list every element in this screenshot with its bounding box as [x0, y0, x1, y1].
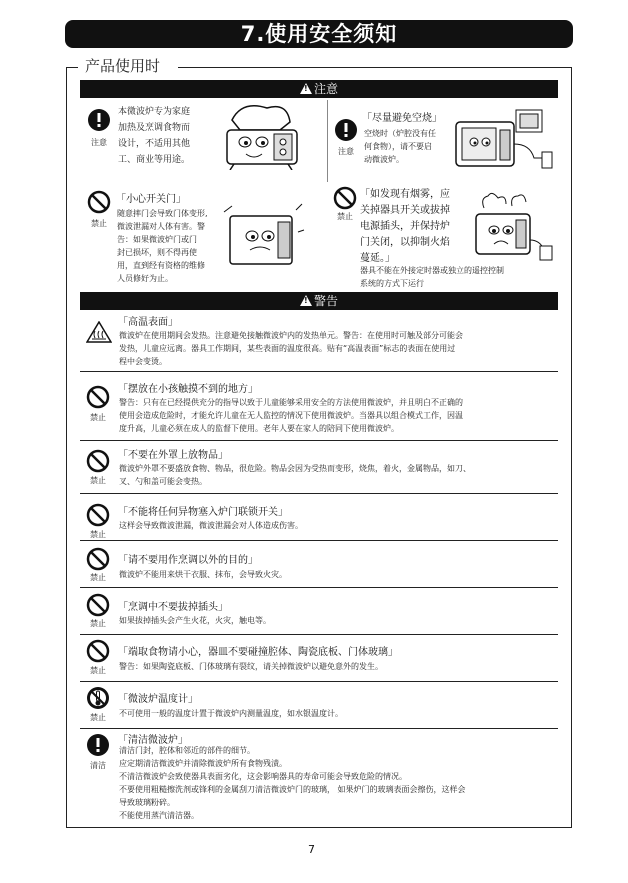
warning-text-2: 警告：只有在已经提供充分的指导以致于儿童能够采用安全的方法使用微波炉，并且明白不正确的 使用会造成危险时，才能允许儿童在无人监控的情况下使用微波炉。当器具以组合模式工作，因温 度升高，儿童必须在成人的监督下使用。老年人要在家人的陪同下使用微波炉。 [119, 398, 463, 433]
caution-band [80, 80, 558, 98]
slamming-door-illustration [222, 202, 306, 276]
prohibit-label: 禁止 [90, 573, 106, 582]
prohibit-label: 禁止 [90, 530, 106, 539]
separator [80, 634, 558, 635]
caution-text-1: 本微波炉专为家庭 加热及烹调食物而 设计，不适用其他 工、商业等用途。 [118, 107, 191, 165]
separator [80, 587, 558, 588]
warning-heading-2: 「摆放在小孩触摸不到的地方」 [118, 384, 258, 395]
separator [80, 681, 558, 682]
prohibited-icon [86, 639, 110, 663]
warning-text-7: 警告：如果陶瓷底板、门体玻璃有裂纹，请关掉微波炉以避免意外的发生。 [119, 662, 383, 671]
caution-band-label: 注意 [313, 82, 338, 96]
warning-band-label: 警告 [313, 294, 338, 308]
prohibited-icon [87, 190, 111, 214]
microwave-chef-illustration [212, 100, 312, 170]
warning-band [80, 292, 558, 310]
prohibit-label: 禁止 [90, 476, 106, 485]
prohibit-label: 禁止 [90, 413, 106, 422]
caution-heading-3: 「小心开关门」 [116, 194, 186, 205]
prohibit-label: 禁止 [90, 666, 106, 675]
prohibited-icon [86, 449, 110, 473]
prohibit-label-2: 禁止 [337, 212, 353, 221]
warning-text-8: 不可使用一般的温度计置于微波炉内测量温度，如水银温度计。 [119, 709, 343, 718]
caution-label-2: 注意 [338, 147, 354, 156]
frame-top-right [178, 67, 572, 68]
warning-text-5: 微波炉不能用来烘干衣服、抹布，会导致火灾。 [119, 570, 287, 579]
warning-text-9: 清洁门封，腔体和邻近的部件的细节。 应定期清洁微波炉并清除微波炉所有食物残渍。 不清洁微波炉会致使器具表面劣化，这会影响器具的寿命可能会导致危险的情况。 不要使用粗糙擦洗剂或锋利的金属刮刀清洁微波炉门的玻璃， 如果炉门的玻璃表面会擦伤，这样会 导致玻璃粉碎。 不能使用蒸汽清洁器。 [119, 746, 466, 820]
caution-text-2: 空烧时（炉腔没有任 何食物），请不要启 动微波炉。 [364, 129, 436, 164]
warning-triangle-icon [300, 295, 312, 306]
separator [80, 440, 558, 441]
prohibit-label: 禁止 [90, 619, 106, 628]
warning-heading-9: 「清洁微波炉」 [118, 735, 188, 746]
separator [80, 540, 558, 541]
warning-text-3: 微波炉外罩不要盛放食物、物品，很危险。物品会因为受热而变形，烧焦，着火，金属物品，如刀、 叉、勺和盖可能会变热。 [119, 464, 471, 486]
clean-label: 清洁 [90, 761, 106, 770]
prohibited-icon [333, 186, 357, 210]
exclamation-icon [334, 118, 358, 142]
caution-text-4: 器具不能在外接定时器或独立的遥控控制 系统的方式下运行 [360, 266, 504, 288]
warning-heading-3: 「不要在外罩上放物品」 [118, 450, 228, 461]
separator [80, 371, 558, 372]
page-number: 7 [308, 843, 315, 856]
prohibited-icon [86, 547, 110, 571]
exclamation-icon [87, 108, 111, 132]
warning-heading-8: 「微波炉温度计」 [118, 694, 198, 705]
section-title: 产品使用时 [82, 55, 163, 76]
smoking-microwave-illustration [466, 192, 556, 264]
separator [80, 728, 558, 729]
warning-heading-1: 「高温表面」 [118, 317, 178, 328]
warning-heading-7: 「端取食物请小心，器皿不要碰撞腔体、陶瓷底板、门体玻璃」 [118, 647, 398, 658]
prohibit-label: 禁止 [90, 713, 106, 722]
separator [80, 493, 558, 494]
warning-text-4: 这样会导致微波泄漏，微波泄漏会对人体造成伤害。 [119, 521, 303, 530]
hot-surface-icon [86, 321, 112, 343]
column-divider [327, 100, 328, 182]
prohibited-icon [86, 385, 110, 409]
caution-heading-2: 「尽量避免空烧」 [362, 113, 442, 124]
warning-heading-4: 「不能将任何异物塞入炉门联锁开关」 [118, 507, 288, 518]
prohibited-icon [86, 503, 110, 527]
warning-text-1: 微波炉在使用期间会发热。注意避免接触微波炉内的发热单元。警告：在使用时可触及部分可能会 发热，儿童应远离。器具工作期间，某些表面的温度很高。贴有“高温表面”标志的表面在使用过 程中会变烫。 [119, 331, 463, 366]
warning-heading-6: 「烹调中不要拔掉插头」 [118, 602, 228, 613]
exclamation-icon [86, 733, 110, 757]
empty-microwave-illustration [450, 104, 558, 178]
page-title: 7.使用安全须知 [65, 20, 573, 48]
warning-triangle-icon [300, 83, 312, 94]
caution-text-3: 随意摔门会导致门体变形, 微波泄漏对人体有害。警 告：如果微波炉门或门 封已损坏，则不得再使 用，直到经有资格的维修 人员修好为止。 [117, 209, 208, 283]
caution-heading-4: 「如发现有烟雾，应 关掉器具开关或拔掉 电源插头，并保持炉 门关闭，以抑制火焰 蔓延。」 [360, 189, 450, 264]
frame-top-left [66, 67, 78, 68]
warning-text-6: 如果拔掉插头会产生火花，火灾，触电等。 [119, 616, 271, 625]
caution-label-1: 注意 [91, 138, 107, 147]
prohibit-label-1: 禁止 [91, 219, 107, 228]
no-thermometer-icon [86, 686, 110, 710]
warning-heading-5: 「请不要用作烹调以外的目的」 [118, 555, 258, 566]
prohibited-icon [86, 593, 110, 617]
